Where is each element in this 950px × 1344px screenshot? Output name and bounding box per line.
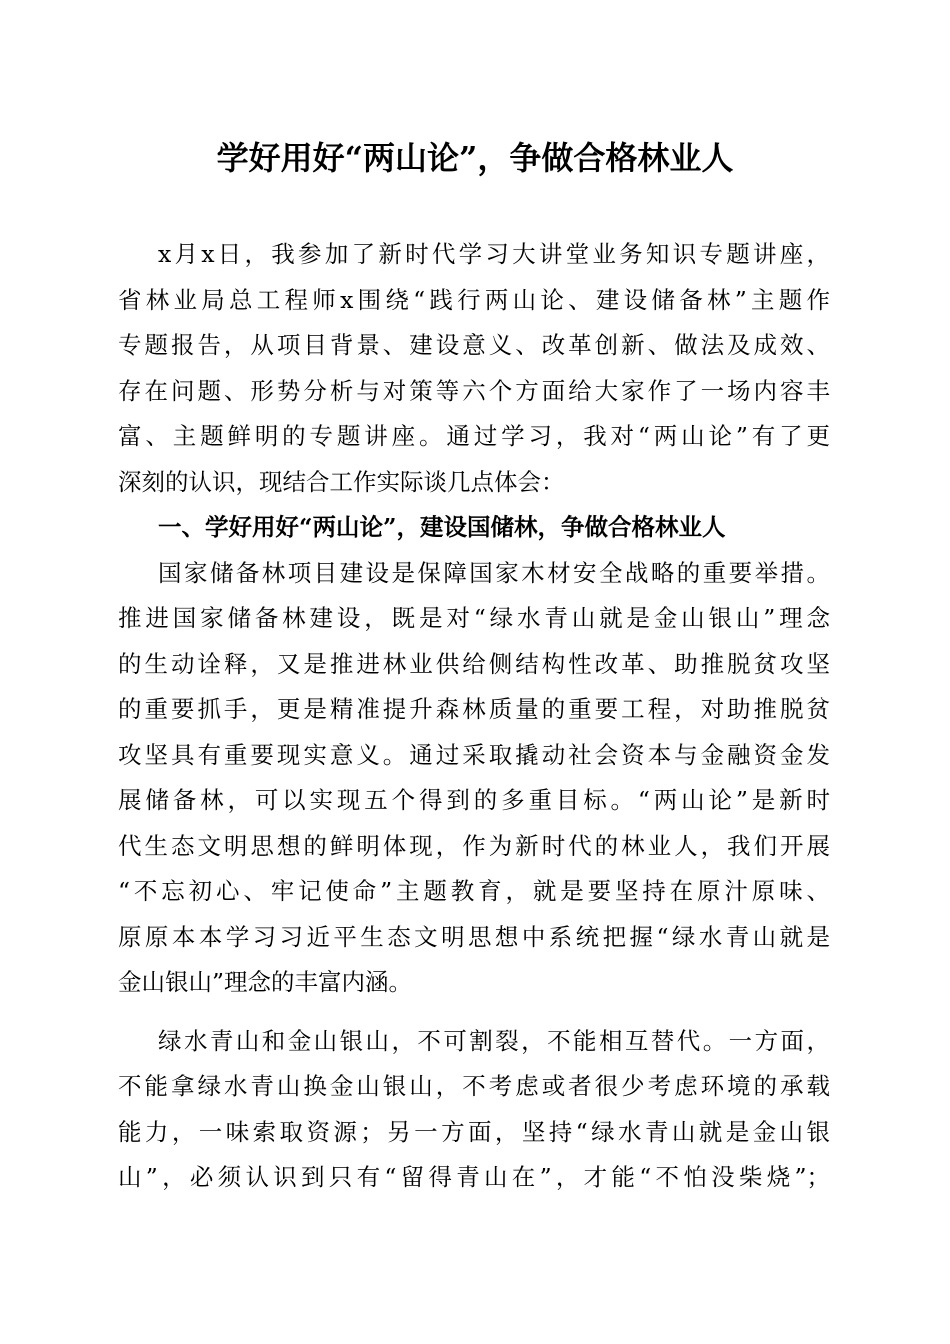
paragraph bbox=[118, 551, 830, 1006]
text-line: 省林业局总工程师x围绕“践行两山论、建设储备林”主题作 bbox=[118, 285, 830, 314]
section-heading bbox=[118, 505, 830, 551]
text-line: 推进国家储备林建设，既是对“绿水青山就是金山银山”理念 bbox=[118, 604, 830, 632]
heading-line: 一、学好用好“两山论”，建设国储林，争做合格林业人 bbox=[158, 513, 726, 541]
text-line: 金山银山”理念的丰富内涵。 bbox=[118, 968, 413, 996]
text-line: x月x日，我参加了新时代学习大讲堂业务知识专题讲座， bbox=[158, 240, 830, 268]
text-line: 专题报告，从项目背景、建设意义、改革创新、做法及成效、 bbox=[118, 331, 830, 359]
text-line: 绿水青山和金山银山，不可割裂，不能相互替代。一方面， bbox=[158, 1026, 830, 1055]
text-line: 攻坚具有重要现实意义。通过采取撬动社会资本与金融资金发 bbox=[118, 740, 830, 769]
text-line: 深刻的认识，现结合工作实际谈几点体会： bbox=[118, 467, 565, 496]
text-line: 的生动诠释，又是推进林业供给侧结构性改革、助推脱贫攻坚 bbox=[118, 649, 830, 678]
paragraph bbox=[118, 232, 830, 505]
text-line: 存在问题、形势分析与对策等六个方面给大家作了一场内容丰 bbox=[118, 376, 830, 405]
text-line: 不能拿绿水青山换金山银山，不考虑或者很少考虑环境的承载 bbox=[118, 1072, 830, 1100]
text-line: 能力，一味索取资源；另一方面，坚持“绿水青山就是金山银 bbox=[118, 1117, 830, 1146]
paragraph bbox=[118, 1019, 830, 1201]
text-line: 山”，必须认识到只有“留得青山在”，才能“不怕没柴烧”； bbox=[118, 1163, 830, 1191]
document-body bbox=[118, 232, 830, 1201]
text-line: 国家储备林项目建设是保障国家木材安全战略的重要举措。 bbox=[158, 558, 830, 587]
text-line: 展储备林，可以实现五个得到的多重目标。“两山论”是新时 bbox=[118, 786, 830, 814]
text-line: 的重要抓手，更是精准提升森林质量的重要工程，对助推脱贫 bbox=[118, 695, 830, 723]
paragraph-spacer bbox=[118, 1006, 830, 1019]
document-title: 学好用好“两山论”，争做合格林业人 bbox=[216, 139, 734, 177]
text-line: 原原本本学习习近平生态文明思想中系统把握“绿水青山就是 bbox=[118, 922, 830, 951]
text-line: 代生态文明思想的鲜明体现，作为新时代的林业人，我们开展 bbox=[118, 831, 830, 860]
text-line: 富、主题鲜明的专题讲座。通过学习，我对“两山论”有了更 bbox=[118, 422, 830, 450]
text-line: “不忘初心、牢记使命”主题教育，就是要坚持在原汁原味、 bbox=[118, 877, 830, 905]
